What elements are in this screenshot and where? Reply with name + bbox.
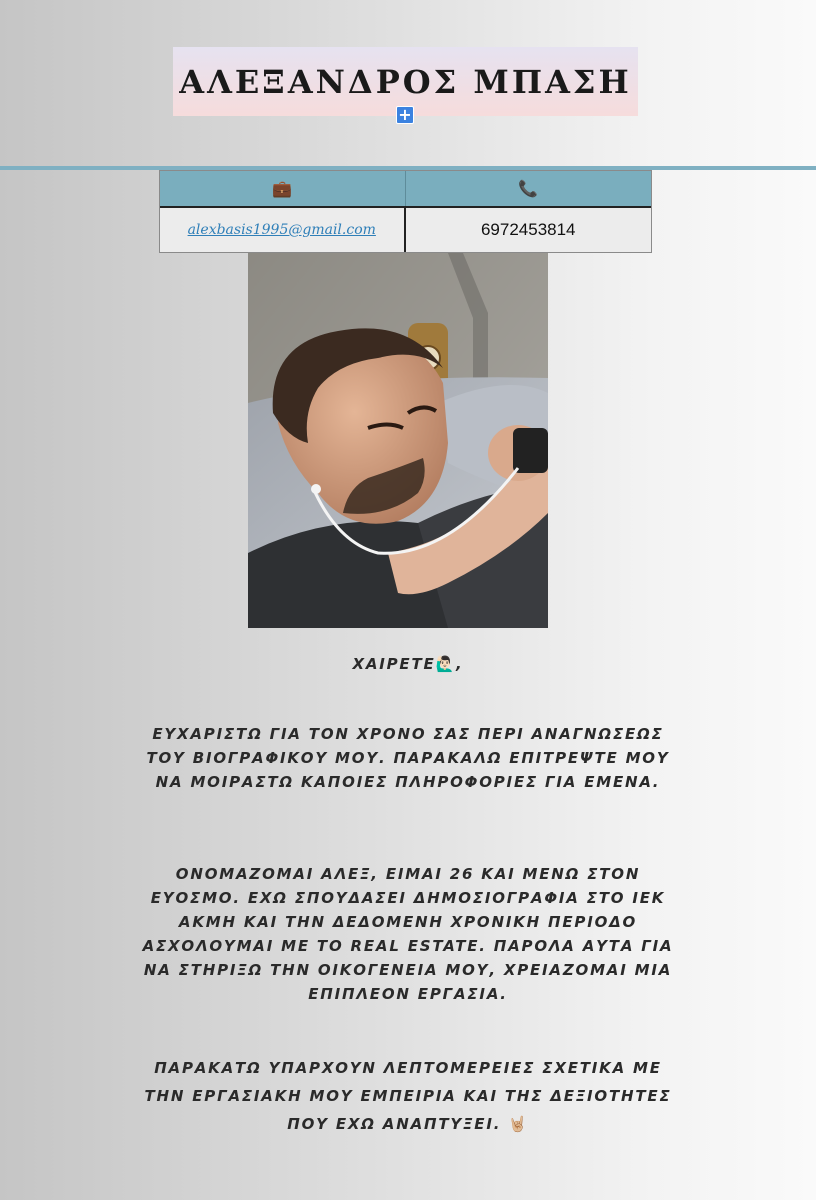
briefcase-icon: 💼 [272,179,293,198]
contact-phone-cell [406,208,652,252]
greeting-label: ΧΑΙΡΕΤΕ [352,655,436,673]
intro-paragraph-3 [140,1054,676,1138]
add-block-button[interactable]: + [396,106,414,124]
rock-hand-icon: 🤘🏼 [508,1115,529,1133]
greeting-text [140,652,676,676]
contact-table [159,170,652,253]
intro-paragraph-1: ΕΥΧΑΡΙΣΤΩ ΓΙΑ ΤΟΝ ΧΡΟΝΟ ΣΑΣ ΠΕΡΙ ΑΝΑΓΝΩΣΕΩΣ ΤΟΥ ΒΙΟΓΡΑΦΙΚΟΥ ΜΟΥ. ΠΑΡΑΚΑΛΩ ΕΠΙΤΡΕΨΤΕ ΜΟΥ ΝΑ ΜΟΙΡΑΣΤΩ ΚΑΠΟΙΕΣ ΠΛΗΡΟΦΟΡΙΕΣ ΓΙΑ ΕΜΕΝΑ. [146,725,670,791]
phone-number: 6972453814 [480,220,576,239]
phone-icon: 📞 [518,179,539,198]
email-link[interactable]: alexbasis1995@gmail.com [187,222,376,238]
contact-table-row [160,208,651,252]
greeting-suffix: , [456,655,464,673]
contact-header-phone [406,171,652,206]
intro-paragraph-2: ΟΝΟΜΑΖΟΜΑΙ ΑΛΕΞ, ΕΙΜΑΙ 26 ΚΑΙ ΜΕΝΩ ΣΤΟΝ ΕΥΟΣΜΟ. ΕΧΩ ΣΠΟΥΔΑΣΕΙ ΔΗΜΟΣΙΟΓΡΑΦΙΑ ΣΤΟ ΙΕΚ ΑΚΜΗ ΚΑΙ ΤΗΝ ΔΕΔΟΜΕΝΗ ΧΡΟΝΙΚΗ ΠΕΡΙΟΔΟ ΑΣΧΟΛΟΥΜΑΙ ΜΕ ΤΟ REAL ESTATE. ΠΑΡΟΛΑ ΑΥΤΑ ΓΙΑ ΝΑ ΣΤΗΡΙΞΩ ΤΗΝ ΟΙΚΟΓΕΝΕΙΑ ΜΟΥ, ΧΡΕΙΑΖΟΜΑΙ ΜΙΑ ΕΠΙΠΛΕΟΝ ΕΡΓΑΣΙΑ. [142,865,674,1003]
contact-header-work [160,171,406,206]
page-title: ΑΛΕΞΑΝΔΡΟΣ ΜΠΑΣΗ [179,62,632,101]
contact-email-cell [160,208,406,252]
waving-person-icon: 🙋🏻‍♂️ [435,655,457,673]
profile-photo [248,253,548,628]
contact-table-header [160,171,651,208]
intro-paragraph-3-text: ΠΑΡΑΚΑΤΩ ΥΠΑΡΧΟΥΝ ΛΕΠΤΟΜΕΡΕΙΕΣ ΣΧΕΤΙΚΑ ΜΕ ΤΗΝ ΕΡΓΑΣΙΑΚΗ ΜΟΥ ΕΜΠΕΙΡΙΑ ΚΑΙ ΤΗΣ ΔΕΞΙΟΤΗΤΕΣ ΠΟΥ ΕΧΩ ΑΝΑΠΤΥΞΕΙ. [144,1059,672,1133]
